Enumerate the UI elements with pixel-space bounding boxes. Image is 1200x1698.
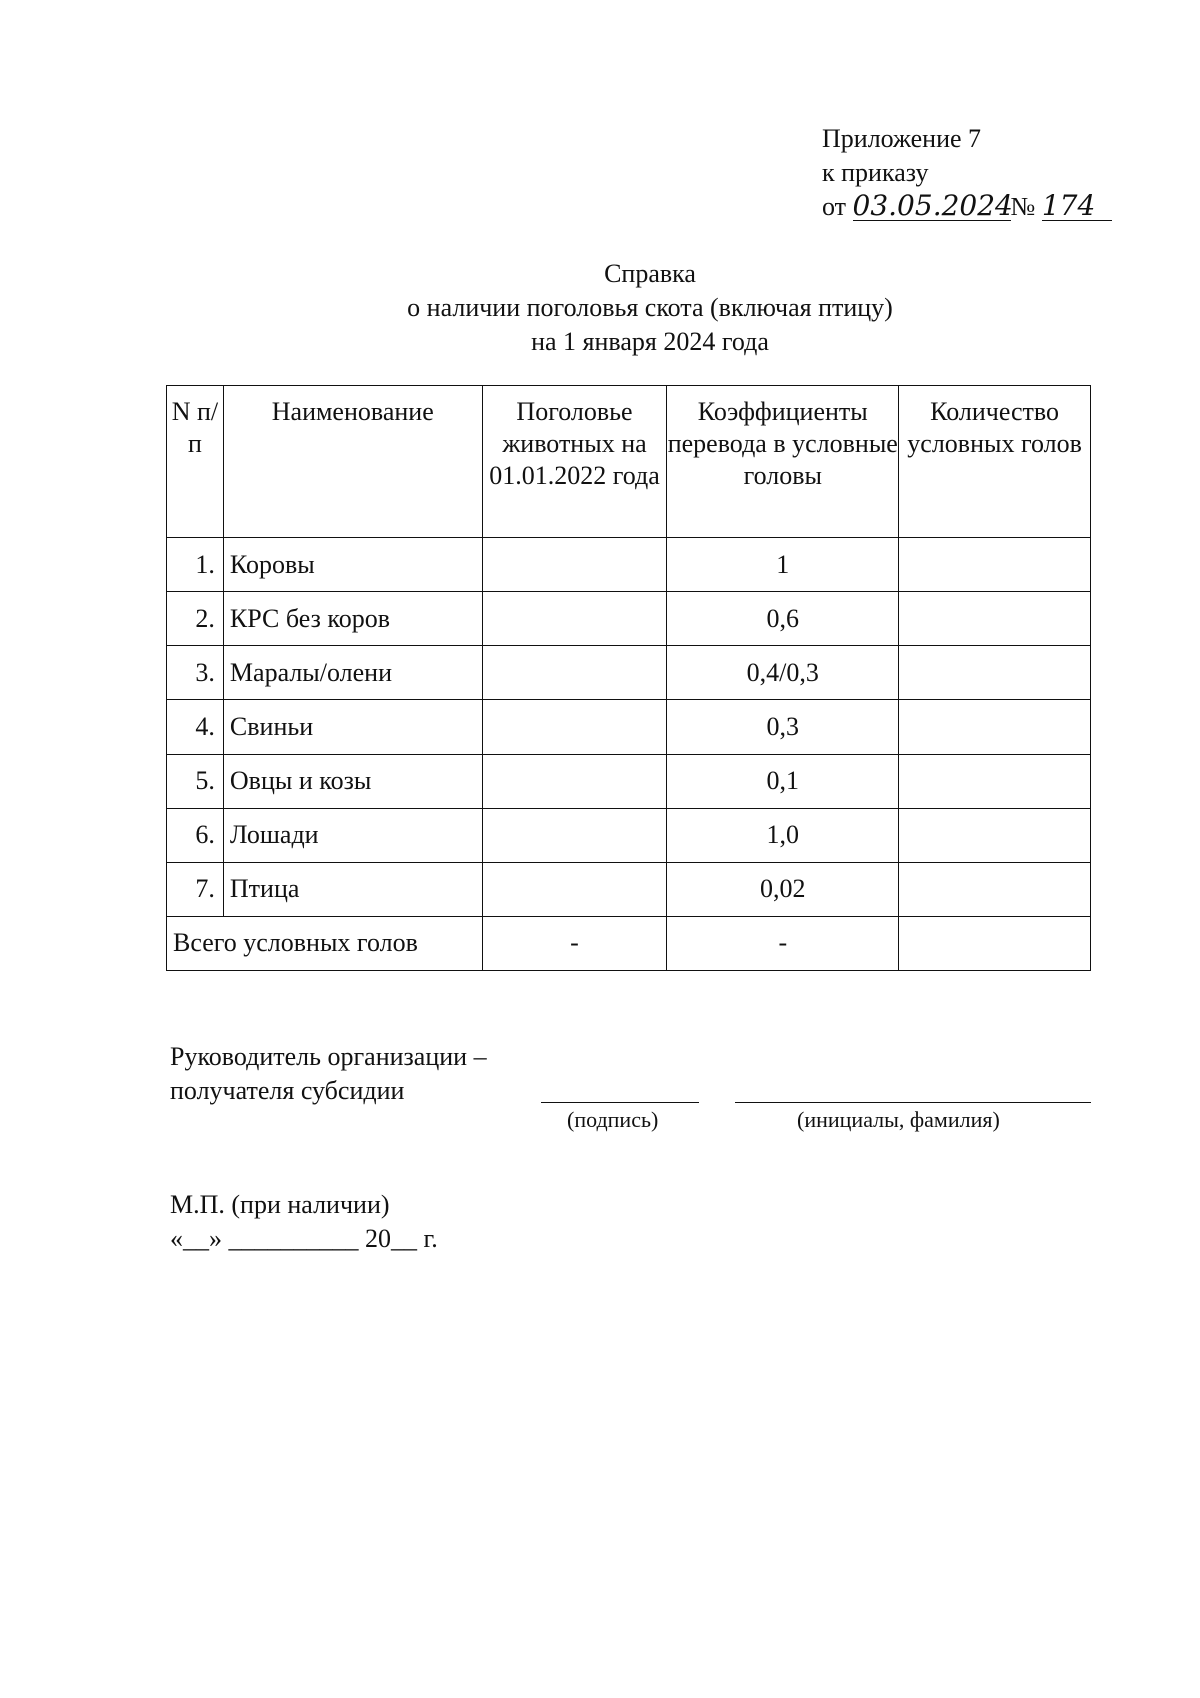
name-underline bbox=[735, 1102, 1091, 1103]
row-coefficient: 1 bbox=[667, 538, 899, 592]
row-head-count bbox=[482, 700, 667, 754]
appendix-date-number-line bbox=[822, 190, 1112, 224]
header-name: Наименование bbox=[223, 386, 482, 538]
stamp-label: М.П. (при наличии) bbox=[170, 1190, 390, 1219]
title-line-3: на 1 января 2024 года bbox=[531, 327, 769, 356]
row-coefficient: 0,4/0,3 bbox=[667, 646, 899, 700]
row-number: 5. bbox=[167, 754, 224, 808]
row-head-count bbox=[482, 808, 667, 862]
table-row bbox=[167, 538, 1091, 592]
row-name: Свиньи bbox=[223, 700, 482, 754]
signature-caption: (подпись) bbox=[567, 1107, 659, 1132]
row-number: 2. bbox=[167, 592, 224, 646]
row-head-count bbox=[482, 592, 667, 646]
total-head-count: - bbox=[482, 916, 667, 970]
row-name: Лошади bbox=[223, 808, 482, 862]
row-coefficient: 0,3 bbox=[667, 700, 899, 754]
row-name: КРС без коров bbox=[223, 592, 482, 646]
row-conditional bbox=[899, 538, 1091, 592]
livestock-table bbox=[166, 385, 1091, 971]
stamp-block bbox=[170, 1188, 438, 1256]
signatory-label bbox=[170, 1040, 487, 1108]
appendix-order-ref: к приказу bbox=[822, 158, 929, 187]
row-conditional bbox=[899, 700, 1091, 754]
appendix-block bbox=[822, 122, 1112, 224]
row-head-count bbox=[482, 646, 667, 700]
document-title bbox=[0, 257, 1200, 359]
row-name: Маралы/олени bbox=[223, 646, 482, 700]
table-row bbox=[167, 592, 1091, 646]
header-conditional-heads: Количество условных голов bbox=[899, 386, 1091, 538]
row-conditional bbox=[899, 754, 1091, 808]
row-head-count bbox=[482, 862, 667, 916]
table-row bbox=[167, 862, 1091, 916]
number-label: № bbox=[1010, 192, 1036, 221]
row-number: 1. bbox=[167, 538, 224, 592]
signatory-line-2: получателя субсидии bbox=[170, 1076, 405, 1105]
handwritten-date: 03.05.2024 bbox=[852, 189, 1013, 222]
handwritten-number: 174 bbox=[1042, 192, 1112, 221]
row-name: Коровы bbox=[223, 538, 482, 592]
row-conditional bbox=[899, 646, 1091, 700]
row-coefficient: 0,02 bbox=[667, 862, 899, 916]
total-coefficient: - bbox=[667, 916, 899, 970]
row-number: 7. bbox=[167, 862, 224, 916]
header-head-count: Поголовье животных на 01.01.2022 года bbox=[482, 386, 667, 538]
table-total-row bbox=[167, 916, 1091, 970]
row-name: Овцы и козы bbox=[223, 754, 482, 808]
row-conditional bbox=[899, 862, 1091, 916]
row-coefficient: 1,0 bbox=[667, 808, 899, 862]
row-number: 3. bbox=[167, 646, 224, 700]
row-head-count bbox=[482, 538, 667, 592]
title-line-1: Справка bbox=[604, 259, 696, 288]
table-row bbox=[167, 700, 1091, 754]
row-coefficient: 0,1 bbox=[667, 754, 899, 808]
from-label: от bbox=[822, 192, 847, 221]
header-number: N п/п bbox=[167, 386, 224, 538]
row-number: 4. bbox=[167, 700, 224, 754]
name-caption: (инициалы, фамилия) bbox=[797, 1107, 1000, 1132]
row-name: Птица bbox=[223, 862, 482, 916]
row-coefficient: 0,6 bbox=[667, 592, 899, 646]
appendix-title: Приложение 7 bbox=[822, 124, 982, 153]
row-number: 6. bbox=[167, 808, 224, 862]
signatory-line-1: Руководитель организации – bbox=[170, 1042, 487, 1071]
header-coefficient: Коэффициенты перевода в условные головы bbox=[667, 386, 899, 538]
row-conditional bbox=[899, 592, 1091, 646]
row-head-count bbox=[482, 754, 667, 808]
total-label: Всего условных голов bbox=[167, 916, 483, 970]
table-row bbox=[167, 808, 1091, 862]
table-header-row bbox=[167, 386, 1091, 538]
total-conditional bbox=[899, 916, 1091, 970]
table-row bbox=[167, 754, 1091, 808]
date-blank: «__» __________ 20__ г. bbox=[170, 1224, 438, 1253]
title-line-2: о наличии поголовья скота (включая птицу) bbox=[407, 293, 893, 322]
table-row bbox=[167, 646, 1091, 700]
row-conditional bbox=[899, 808, 1091, 862]
signature-underline bbox=[541, 1102, 699, 1103]
